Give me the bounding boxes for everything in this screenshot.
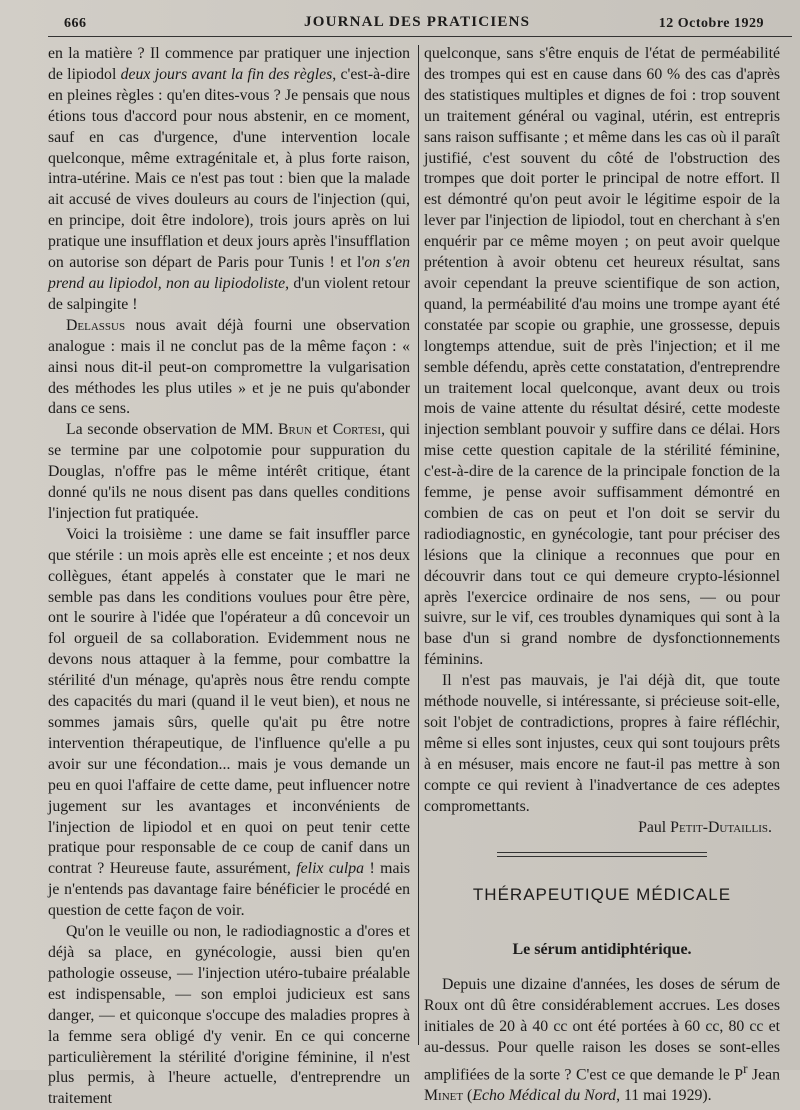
author-name: Delassus <box>66 316 126 334</box>
section-title: THÉRAPEUTIQUE MÉDICALE <box>472 885 732 905</box>
paragraph: Il n'est pas mauvais, je l'ai déjà dit, que toute méthode nouvelle, si intéressante, si précieuse soit-elle, soit l'objet de contradictions, propres à faire réfléchir, même si elles sont injustes, ceux qui sont toujours prêts à en mésuser, mais encore ne faut-il pas mettre à son compte ce qui revient à l'inadvertance de ces adeptes compromettants. <box>424 672 780 815</box>
right-column <box>424 44 780 1107</box>
paragraph: en la matière ? Il commence par pratiquer une injection de lipiodol deux jours avant la fin des règles, c'est-à-dire en pleines règles : qu'en dites-vous ? Je pensais que nous étions tous d'accord pour nous abstenir, en ce moment, sauf en cas d'urgence, d'une intervention locale quelconque, même extragénitale et, à plus forte raison, intra-utérine. Mais ce n'est pas tout : bien que la malade ait accusé de vives douleurs au cours de l'injection (qui, en principe, doit être indolore), trois jours après on lui pratique une insufflation et deux jours après l'insufflation on autorise son départ de Paris pour Tunis ! et l'on s'en prend au lipiodol, non au lipiodoliste, d'un violent retour de salpingite ! <box>48 45 410 313</box>
author-name: Cortesi <box>332 421 382 439</box>
paragraph: Qu'on le veuille ou non, le radiodiagnostic a d'ores et déjà sa place, en gynécologie, aussi bien qu'en pathologie osseuse, — l'injection utéro-tubaire préalable est indispensable, — son emploi judicieux est sans danger, — et quiconque s'occupe des maladies propres à la femme sera obligé d'y venir. En ce qui concerne particulièrement la stérilité d'origine féminine, il n'est plus permis, à l'heure actuelle, d'entreprendre un traitement <box>48 923 410 1108</box>
issue-date: 12 Octobre 1929 <box>658 16 764 31</box>
running-head <box>64 14 778 36</box>
header-rule <box>48 36 792 37</box>
section-divider <box>497 852 707 857</box>
citation-source: Echo Médical du Nord <box>472 1087 617 1105</box>
article-title: Le sérum antidiphtérique. <box>512 941 692 959</box>
paragraph: Delassus nous avait déjà fourni une observation analogue : mais il ne conclut pas de la même façon : « ainsi nous dit-il peut-on compromettre la vulgarisation des méthodes les plus utiles » et je ne puis qu'abonder dans ce sens. <box>48 316 410 418</box>
author-name: Minet <box>424 1087 464 1105</box>
column-divider <box>418 45 419 1045</box>
author-name: Brun <box>278 421 312 439</box>
paragraph: Depuis une dizaine d'années, les doses de sérum de Roux ont dû être considérablement accrues. Les doses initiales de 20 à 40 cc ont été portées à 60 cc, 80 cc et au-dessus. Pour quelle raison les doses se sont-elles amplifiées de la sorte ? C'est ce que demande le $P^r$ Jean Minet (Echo Médical du Nord, 11 mai 1929). <box>424 976 780 1105</box>
left-column <box>48 44 410 1110</box>
paragraph: quelconque, sans s'être enquis de l'état de perméabilité des trompes qui est en cause dans 60 % des cas d'après des statistiques multiples et dignes de foi : trop souvent un traitement général ou vaginal, utérin, est entrepris sans raison suffisante ; et même dans les cas où il paraît justifié, c'est souvent du côté de l'obstruction des trompes que doit porter le principal de notre effort. Il est démontré qu'on peut avoir le légitime espoir de la lever par l'injection de lipiodol, tout en cherchant à s'en enquérir par ce même moyen ; on peut avoir quelque prétention à avoir obtenu cet heureux résultat, sans avoir cependant la preuve scientifique de son action, quand, la perméabilité d'au moins une trompe ayant été constatée par scopie ou graphie, une grossesse, depuis longtemps attendue, suit de près l'injection; et il me semble défendu, après cette constatation, d'entreprendre un traitement local quelconque, avant deux ou trois mois de vaine attente du résultat désiré, cette modeste injection semblant pouvoir y suffire dans ce délai. Hors mise cette question capitale de la stérilité féminine, c'est-à-dire de la carence de la principale fonction de la femme, je pense avoir suffisamment démontré en combien de cas on peut et l'on doit se servir du radiodiagnostic, en gynécologie, tant pour préciser des lésions que la clinique a reconnues que pour en découvrir dans tout ce qui demeure crypto-lésionnel après l'exercice ordinaire de nos sens, — ou pour suivre, sur le vif, ces troubles dynamiques qui sont à la base d'un si grand nombre de dysfonctionnements féminins. <box>424 45 780 669</box>
paragraph: Voici la troisième : une dame se fait insuffler parce que stérile : un mois après elle est enceinte ; et nos deux collègues, étant appelés à constater que le mari ne semble pas dans les conditions voulues pour être père, ont le sourire à l'idée que l'opérateur a dû concevoir un fol orgueil de sa collaboration. Evidemment nous ne devons nous attaquer à la femme, pour combattre la stérilité d'un ménage, qu'après nous être rendu compte des capacités du mari (quand il le veut bien), et nous ne sommes jamais sûrs, quelle qu'ait pu être notre intervention thérapeutique, de l'influence qu'elle a pu avoir sur une fécondation... mais je vous demande un peu en quoi l'affaire de cette dame, peut influencer notre jugement sur les avantages et inconvénients de l'injection de lipiodol et en quoi on peut tenir cette pratique pour responsable de ce coup de canif dans un contrat ? Heureuse faute, assurément, felix culpa ! mais je n'entends pas davantage faire bénéficier le procédé en question de cette façon de voir. <box>48 525 411 920</box>
paragraph: La seconde observation de MM. Brun et Cortesi, qui se termine par une colpotomie pour suppuration du Douglas, n'offre pas le même intérêt critique, étant donné qu'ils ne nous disent pas dans quelles conditions l'injection fut pratiquée. <box>48 421 410 522</box>
journal-title: JOURNAL DES PRATICIENS <box>304 14 531 30</box>
author-signature: Paul Petit-Dutaillis. <box>638 818 772 836</box>
page-number: 666 <box>64 16 87 31</box>
